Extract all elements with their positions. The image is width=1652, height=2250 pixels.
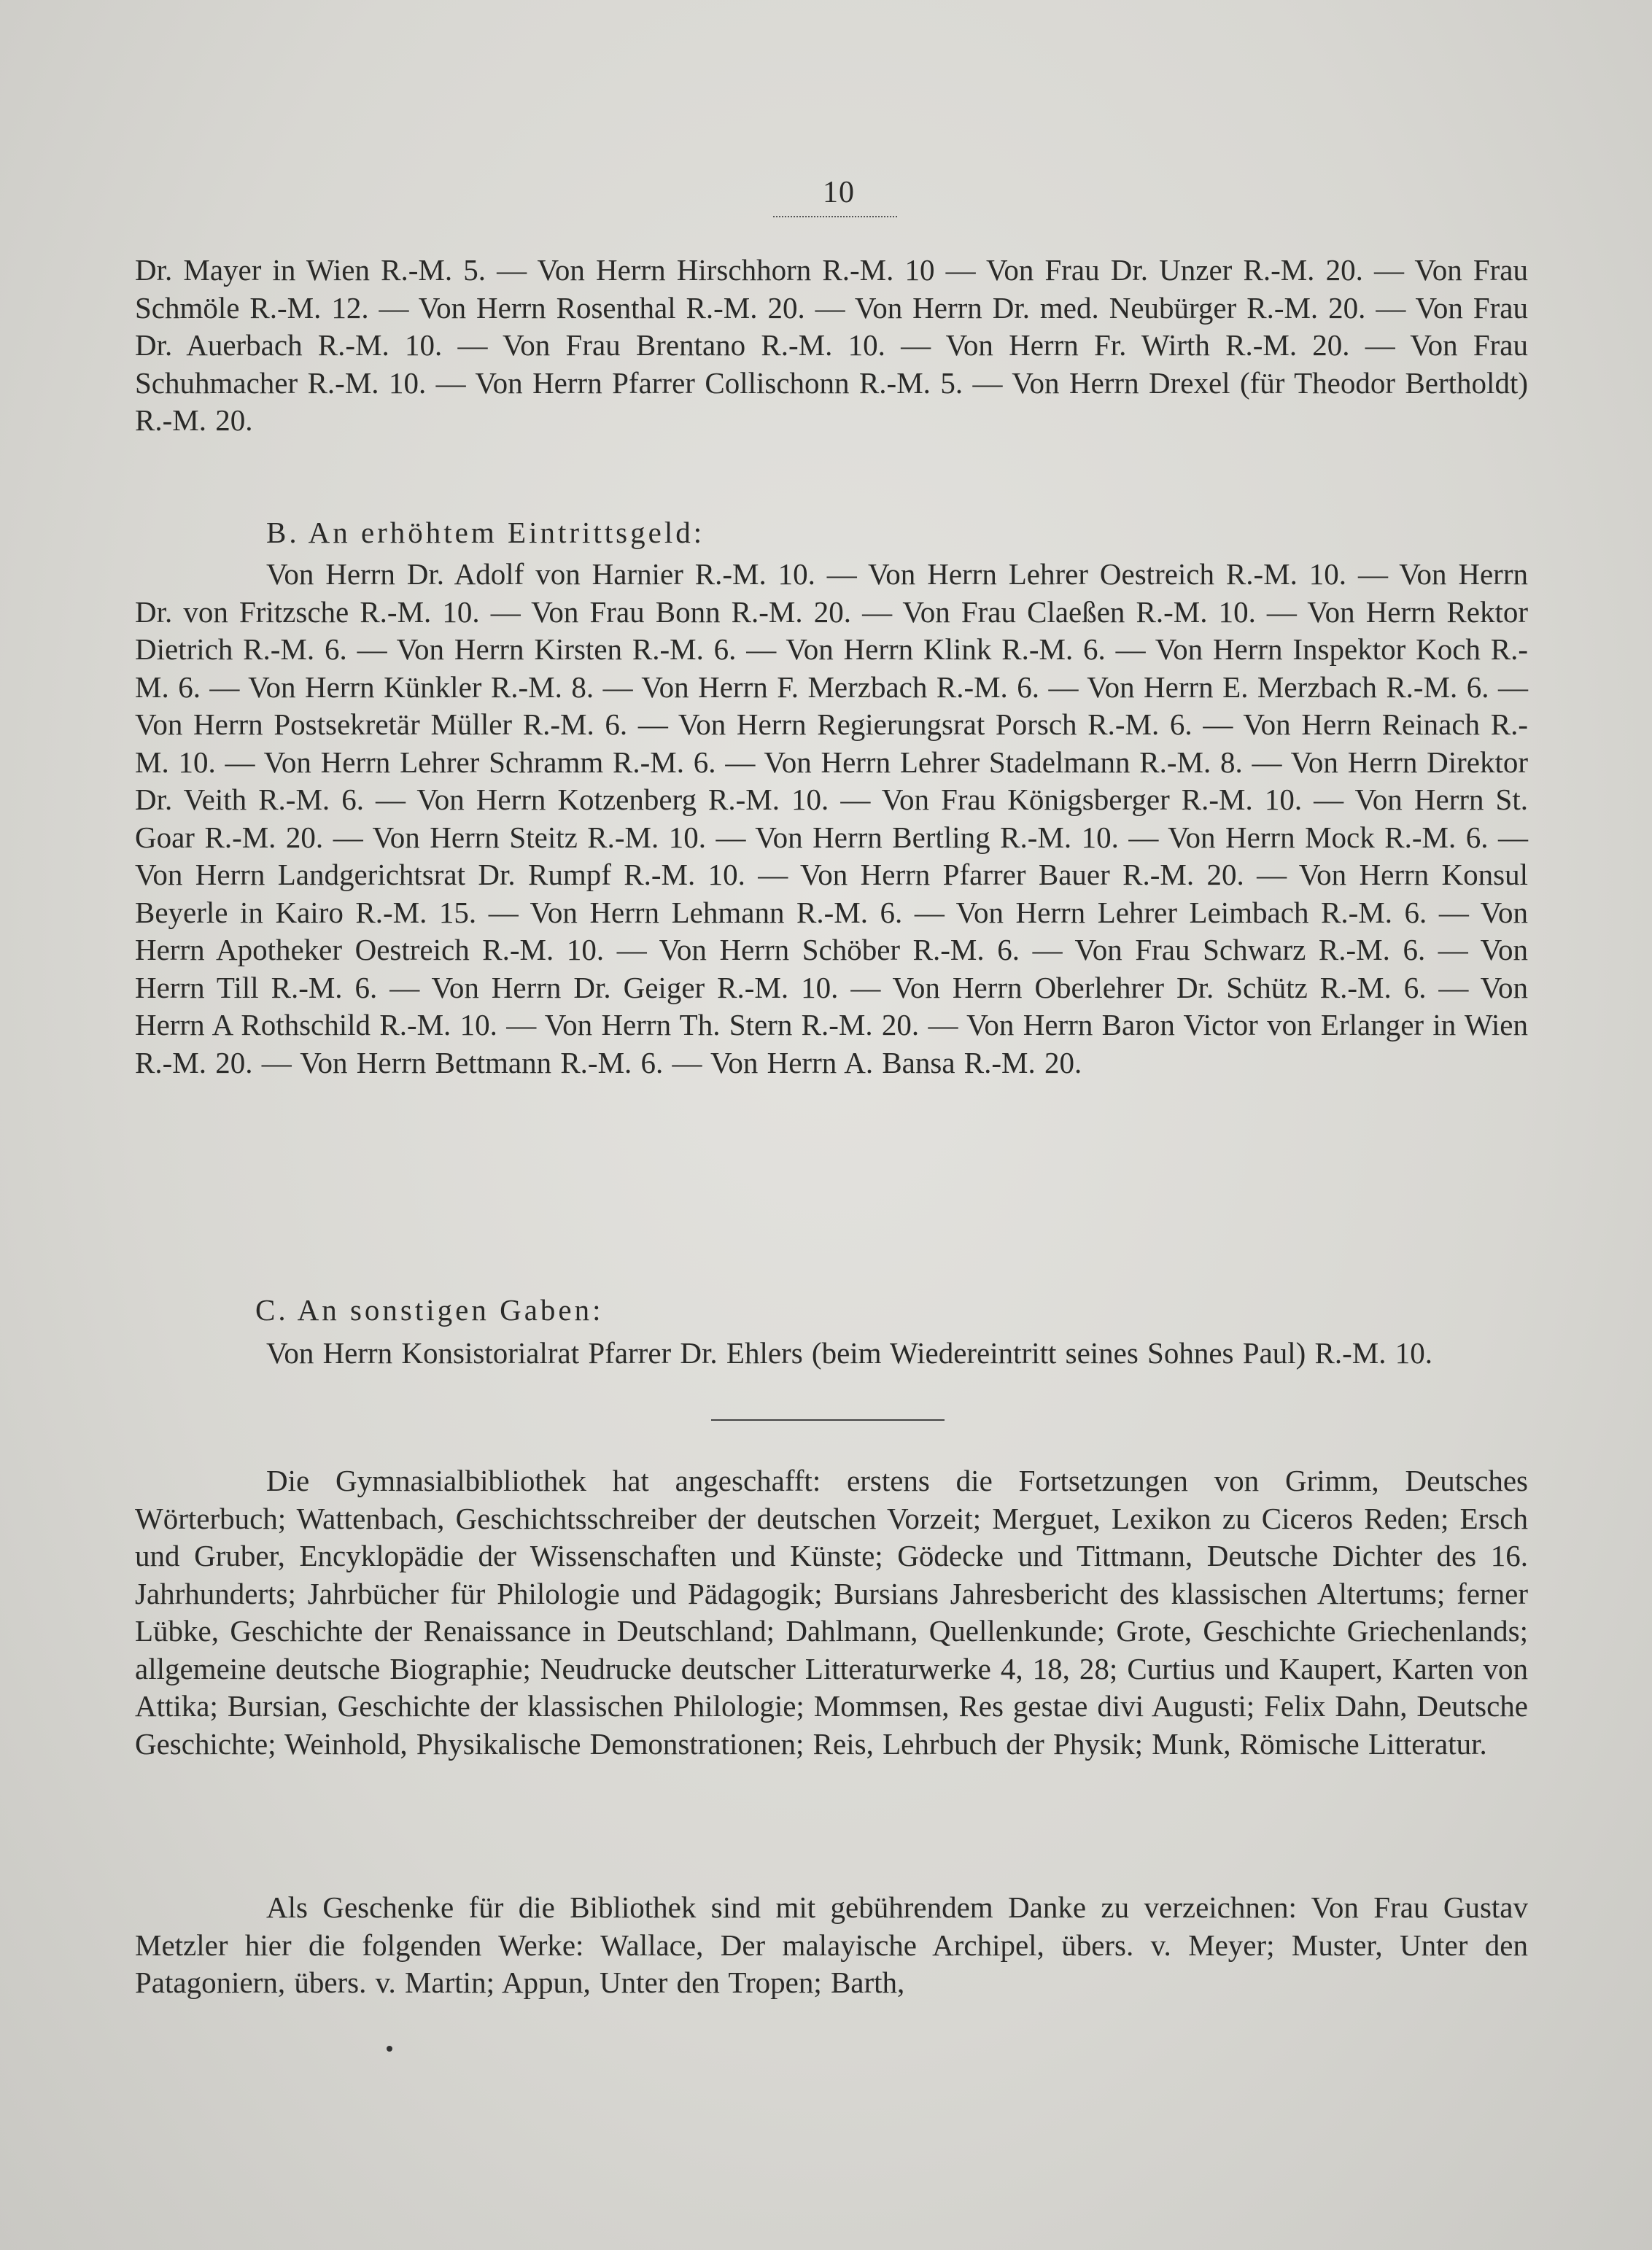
donations-continued <box>135 252 1528 440</box>
library-gifts <box>135 1889 1528 2002</box>
paragraph-donations-a: Dr. Mayer in Wien R.-M. 5. — Von Herrn Hirschhorn R.-M. 10 — Von Frau Dr. Unzer R.-M. 20. — Von Frau Schmöle R.-M. 12. — Von Herrn Rosenthal R.-M. 20. — Von Herrn Dr. med. Neubürger R.-M. 20. — Von Frau Dr. Auerbach R.-M. 10. — Von Frau Brentano R.-M. 10. — Von Herrn Fr. Wirth R.-M. 20. — Von Frau Schuhmacher R.-M. 10. — Von Herrn Pfarrer Collischonn R.-M. 5. — Von Herrn Drexel (für Theodor Bertholdt) R.-M. 20. <box>135 253 1528 437</box>
paragraph-gifts: Als Geschenke für die Bibliothek sind mit gebührendem Danke zu verzeichnen: Von Frau Gustav Metzler hier die folgenden Werke: Wallace, Der malayische Archipel, übers. v. Meyer; Muster, Unter den Patagoniern, übers. v. Martin; Appun, Unter den Tropen; Barth, <box>135 1890 1528 1999</box>
print-speck <box>387 2046 392 2052</box>
page-number: 10 <box>823 176 855 209</box>
library-acquisitions <box>135 1462 1528 1763</box>
donations-c <box>135 1335 1528 1373</box>
paragraph-donations-c: Von Herrn Konsistorialrat Pfarrer Dr. Ehlers (beim Wiedereintritt seines Sohnes Paul) R.-M. 10. <box>266 1336 1433 1370</box>
heading-b: B. An erhöhtem Eintrittsgeld: <box>266 516 705 549</box>
heading-c: C. An sonstigen Gaben: <box>255 1293 604 1327</box>
paragraph-library: Die Gymnasialbibliothek hat angeschafft: erstens die Fortsetzungen von Grimm, Deutsches Wörterbuch; Wattenbach, Geschichtsschreiber der deutschen Vorzeit; Merguet, Lexikon zu Ciceros Reden; Ersch und Gruber, Encyklopädie der Wissenschaften und Künste; Gödecke und Tittmann, Deutsche Dichter des 16. Jahrhunderts; Jahrbücher für Philologie und Pädagogik; Bursians Jahresbericht des klassischen Altertums; ferner Lübke, Geschichte der Renaissance in Deutschland; Dahlmann, Quellenkunde; Grote, Geschichte Griechenlands; allgemeine deutsche Biographie; Neudrucke deutscher Litteraturwerke 4, 18, 28; Curtius und Kaupert, Karten von Attika; Bursian, Geschichte der klassischen Philologie; Mommsen, Res gestae divi Augusti; Felix Dahn, Deutsche Geschichte; Weinhold, Physikalische Demonstrationen; Reis, Lehrbuch der Physik; Munk, Römische Litteratur. <box>135 1464 1528 1761</box>
donations-b <box>135 556 1528 1082</box>
section-divider <box>711 1419 945 1421</box>
paragraph-donations-b: Von Herrn Dr. Adolf von Harnier R.-M. 10. — Von Herrn Lehrer Oestreich R.-M. 10. — Von Herrn Dr. von Fritzsche R.-M. 10. — Von Frau Bonn R.-M. 20. — Von Frau Claeßen R.-M. 10. — Von Herrn Rektor Dietrich R.-M. 6. — Von Herrn Kirsten R.-M. 6. — Von Herrn Klink R.-M. 6. — Von Herrn Inspektor Koch R.-M. 6. — Von Herrn Künkler R.-M. 8. — Von Herrn F. Merzbach R.-M. 6. — Von Herrn E. Merzbach R.-M. 6. — Von Herrn Postsekretär Müller R.-M. 6. — Von Herrn Regierungsrat Porsch R.-M. 6. — Von Herrn Reinach R.-M. 10. — Von Herrn Lehrer Schramm R.-M. 6. — Von Herrn Lehrer Stadelmann R.-M. 8. — Von Herrn Direktor Dr. Veith R.-M. 6. — Von Herrn Kotzenberg R.-M. 10. — Von Frau Königsberger R.-M. 10. — Von Herrn St. Goar R.-M. 20. — Von Herrn Steitz R.-M. 10. — Von Herrn Bertling R.-M. 10. — Von Herrn Mock R.-M. 6. — Von Herrn Landgerichtsrat Dr. Rumpf R.-M. 10. — Von Herrn Pfarrer Bauer R.-M. 20. — Von Herrn Konsul Beyerle in Kairo R.-M. 15. — Von Herrn Lehmann R.-M. 6. — Von Herrn Lehrer Leimbach R.-M. 6. — Von Herrn Apotheker Oestreich R.-M. 10. — Von Herrn Schöber R.-M. 6. — Von Frau Schwarz R.-M. 6. — Von Herrn Till R.-M. 6. — Von Herrn Dr. Geiger R.-M. 10. — Von Herrn Oberlehrer Dr. Schütz R.-M. 6. — Von Herrn A Rothschild R.-M. 10. — Von Herrn Th. Stern R.-M. 20. — Von Herrn Baron Victor von Erlanger in Wien R.-M. 20. — Von Herrn Bettmann R.-M. 6. — Von Herrn A. Bansa R.-M. 20. <box>135 557 1528 1079</box>
page-number-ornament <box>773 216 897 222</box>
